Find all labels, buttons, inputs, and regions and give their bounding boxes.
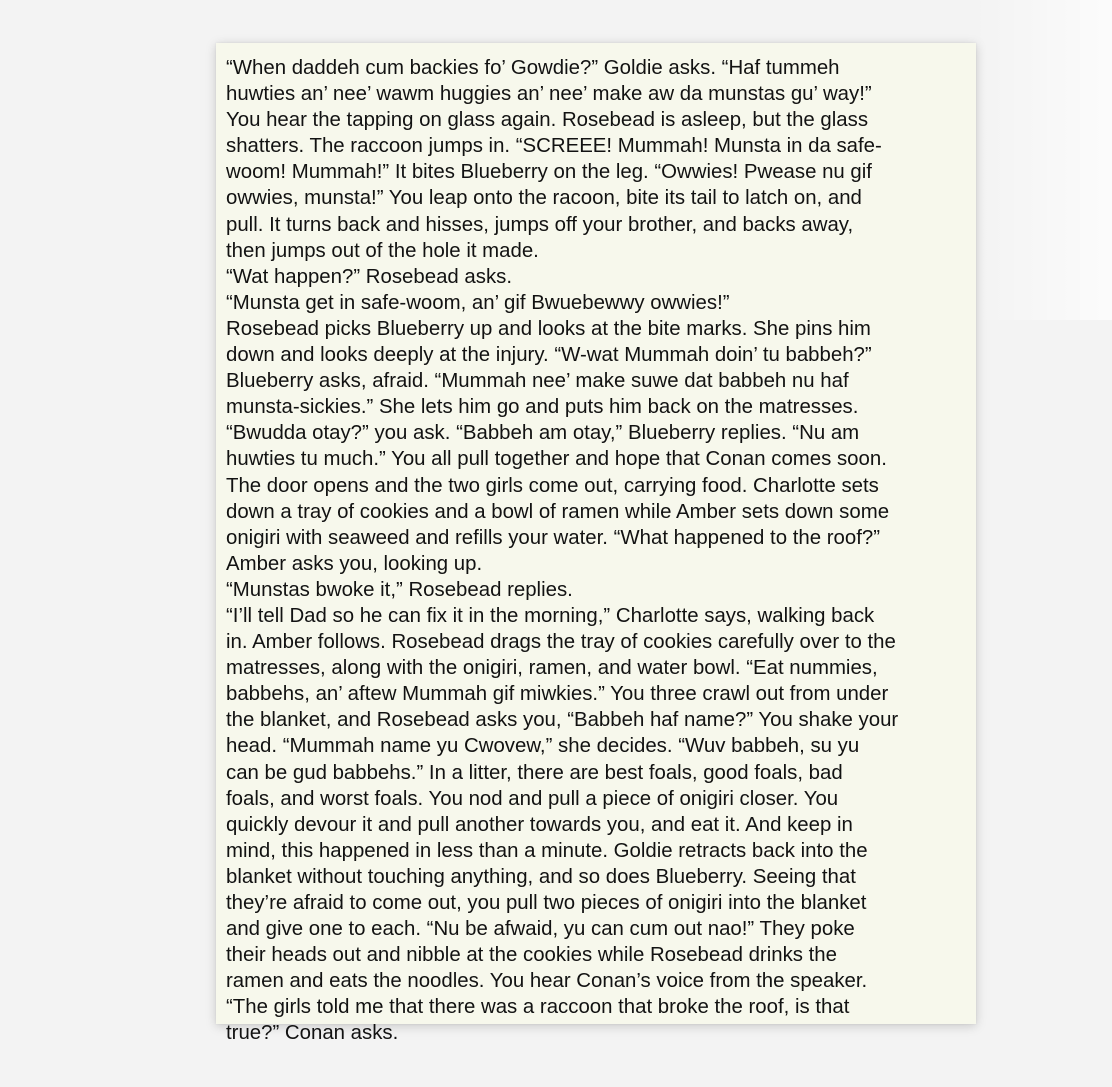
text-line: babbehs, an’ aftew Mummah gif miwkies.” You three crawl out from under: [226, 683, 889, 706]
text-line: Blueberry asks, afraid. “Mummah nee’ make suwe dat babbeh nu haf: [226, 370, 849, 393]
text-line: they’re afraid to come out, you pull two pieces of onigiri into the blanket: [226, 892, 867, 914]
background-glow: [972, 0, 1112, 320]
text-line: “Munsta get in safe-woom, an’ gif Bwuebewwy owwies!”: [226, 291, 730, 314]
text-line: in. Amber follows. Rosebead drags the tray of cookies carefully over to the: [226, 631, 896, 654]
text-line: The door opens and the two girls come out, carrying food. Charlotte sets: [226, 474, 879, 497]
text-line: “When daddeh cum backies fo’ Gowdie?” Goldie asks. “Haf tummeh: [226, 57, 840, 79]
text-line: woom! Mummah!” It bites Blueberry on the leg. “Owwies! Pwease nu gif: [226, 161, 872, 184]
text-line: blanket without touching anything, and so does Blueberry. Seeing that: [226, 865, 856, 888]
text-line: mind, this happened in less than a minute. Goldie retracts back into the: [226, 839, 868, 862]
text-line: quickly devour it and pull another towards you, and eat it. And keep in: [226, 813, 853, 836]
text-line: Rosebead picks Blueberry up and looks at the bite marks. She pins him: [226, 317, 871, 340]
text-line: onigiri with seaweed and refills your water. “What happened to the roof?”: [226, 526, 880, 549]
story-text: [226, 55, 966, 1047]
text-line: the blanket, and Rosebead asks you, “Babbeh haf name?” You shake your: [226, 709, 899, 732]
document-page[interactable]: [216, 43, 976, 1045]
text-line: their heads out and nibble at the cookies while Rosebead drinks the: [226, 944, 837, 967]
text-line: ramen and eats the noodles. You hear Conan’s voice from the speaker.: [226, 970, 868, 993]
text-line: down and looks deeply at the injury. “W-wat Mummah doin’ tu babbeh?”: [226, 344, 872, 367]
text-line: can be gud babbehs.” In a litter, there are best foals, good foals, bad: [226, 761, 843, 784]
text-line: and give one to each. “Nu be afwaid, yu can cum out nao!” They poke: [226, 918, 855, 941]
text-line: owwies, munsta!” You leap onto the racoon, bite its tail to latch on, and: [226, 187, 862, 210]
text-line: head. “Mummah name yu Cwovew,” she decides. “Wuv babbeh, su yu: [226, 735, 860, 758]
text-line: foals, and worst foals. You nod and pull a piece of onigiri closer. You: [226, 787, 839, 810]
text-line: matresses, along with the onigiri, ramen, and water bowl. “Eat nummies,: [226, 657, 878, 680]
text-line: huwties tu much.” You all pull together and hope that Conan comes soon.: [226, 448, 887, 471]
text-line: pull. It turns back and hisses, jumps off your brother, and backs away,: [226, 213, 854, 236]
text-line: down a tray of cookies and a bowl of ramen while Amber sets down some: [226, 500, 890, 523]
text-line: shatters. The raccoon jumps in. “SCREEE! Mummah! Munsta in da safe-: [226, 135, 882, 158]
text-line: “Wat happen?” Rosebead asks.: [226, 265, 513, 288]
text-line: true?” Conan asks.: [226, 1022, 399, 1045]
text-line: “I’ll tell Dad so he can fix it in the morning,” Charlotte says, walking back: [226, 604, 875, 627]
text-line: You hear the tapping on glass again. Rosebead is asleep, but the glass: [226, 109, 869, 132]
text-line: “Munstas bwoke it,” Rosebead replies.: [226, 578, 573, 601]
text-line: “The girls told me that there was a raccoon that broke the roof, is that: [226, 996, 850, 1019]
text-line: “Bwudda otay?” you ask. “Babbeh am otay,” Blueberry replies. “Nu am: [226, 422, 860, 445]
text-line: munsta-sickies.” She lets him go and puts him back on the matresses.: [226, 396, 859, 419]
text-line: Amber asks you, looking up.: [226, 552, 483, 575]
text-line: huwties an’ nee’ wawm huggies an’ nee’ make aw da munstas gu’ way!”: [226, 83, 872, 106]
text-line: then jumps out of the hole it made.: [226, 239, 539, 262]
